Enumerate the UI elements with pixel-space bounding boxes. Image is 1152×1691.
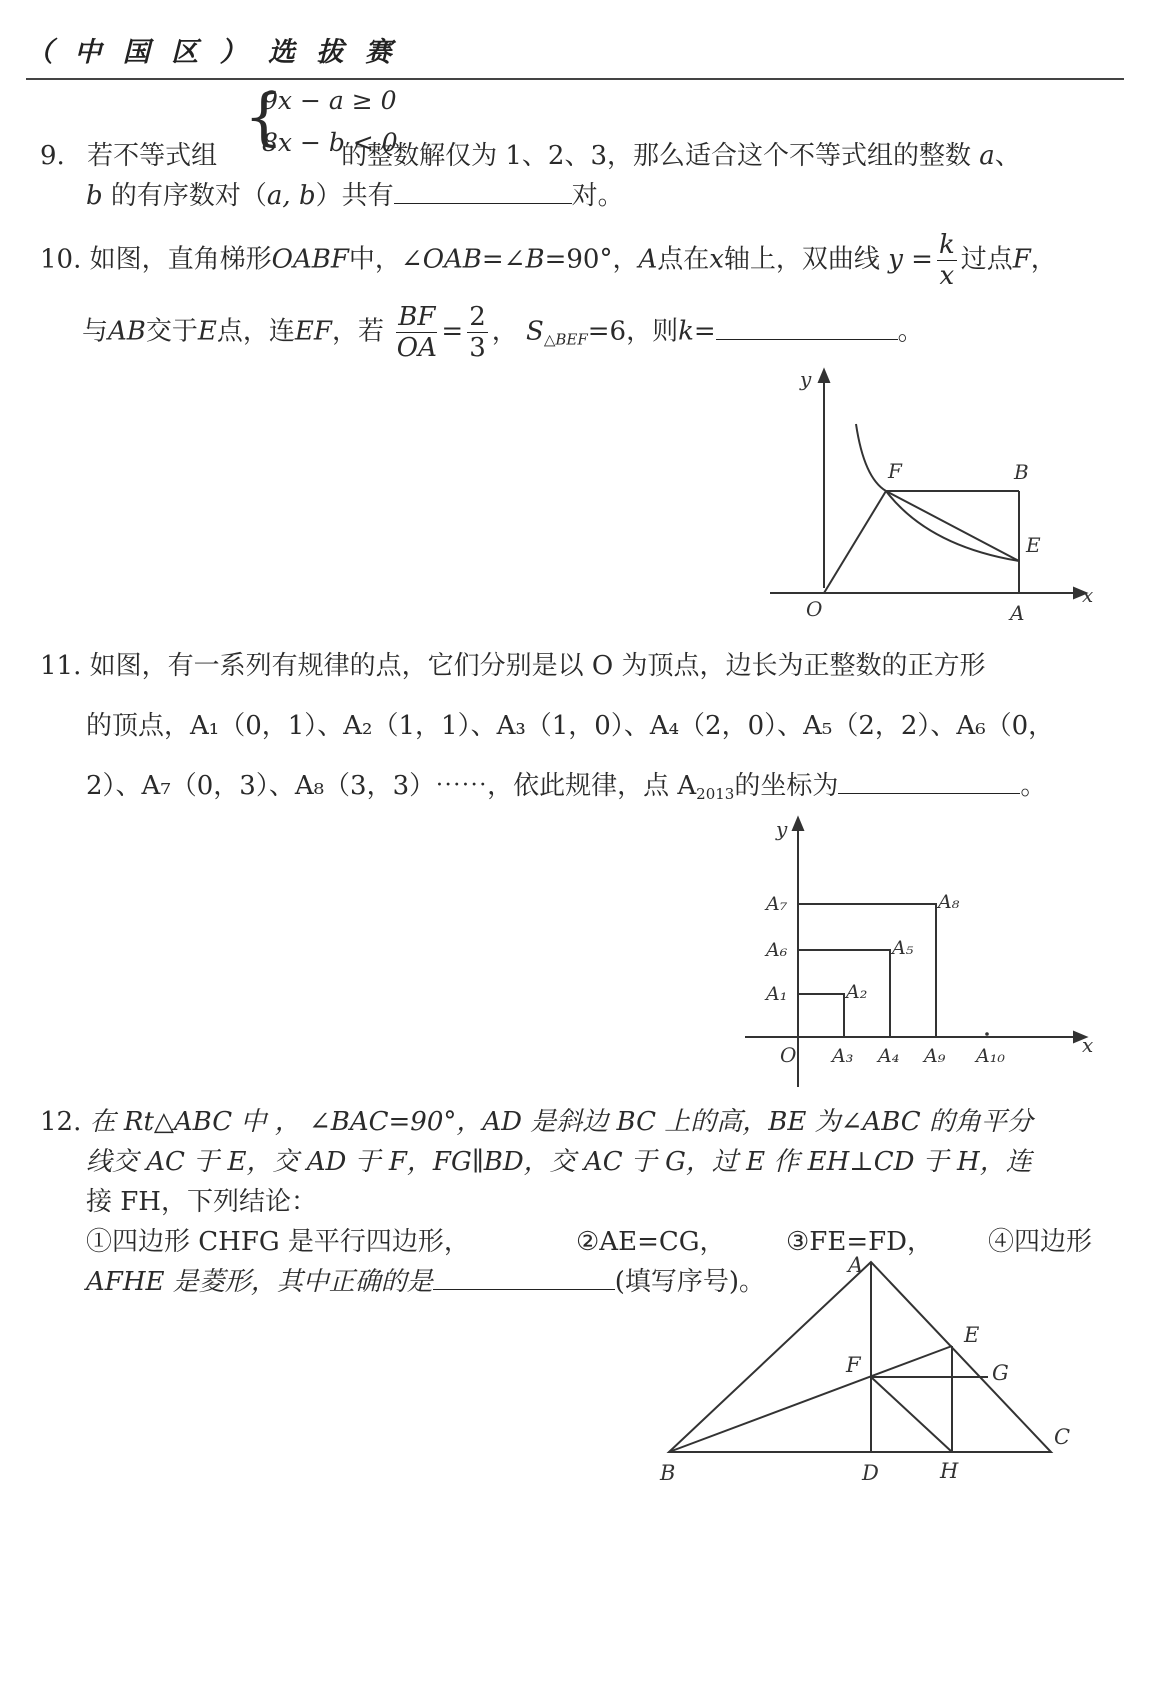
choice-4: ④四边形 — [988, 1227, 1093, 1257]
question-12-line-5: AFHE 是菱形，其中正确的是 (填写序号)。 — [86, 1267, 766, 1297]
y-axis-arrow — [819, 370, 829, 382]
square-side-1 — [798, 994, 844, 1037]
hyperbola-curve — [856, 424, 1019, 561]
fraction-bf-over-oa: $\frac{BF}{OA}$ — [396, 302, 437, 363]
label-y: y — [776, 817, 788, 841]
label-G: G — [992, 1361, 1009, 1385]
point-A10 — [985, 1032, 989, 1036]
question-9-line-1: 9. 若不等式组 的整数解仅为 1、2、3，那么适合这个不等式组的整数 a、 — [40, 141, 1021, 171]
label-A5: A₅ — [892, 937, 914, 959]
square-side-3 — [798, 904, 936, 1037]
label-A1: A₁ — [766, 983, 788, 1005]
label-H: H — [940, 1459, 959, 1483]
figure-10 — [760, 366, 1100, 636]
segment-OF — [824, 491, 886, 593]
label-A7: A₇ — [766, 893, 788, 915]
page-header: （ 中 国 区 ） 选 拔 赛 — [26, 37, 398, 68]
question-number: 12. — [40, 1107, 82, 1137]
question-11-line-2: 的顶点，A₁（0，1）、A₂（1，1）、A₃（1，0）、A₄（2，0）、A₅（2，2）、A₆（0， — [86, 711, 1055, 741]
question-9-line-2: b 的有序数对（a, b）共有 对。 — [86, 181, 624, 211]
label-A: A — [848, 1256, 864, 1277]
answer-blank-12[interactable] — [433, 1267, 615, 1290]
answer-blank-11[interactable] — [838, 771, 1020, 794]
choice-3: ③FE=FD， — [786, 1227, 933, 1257]
question-12-line-3: 接 FH，下列结论： — [86, 1187, 317, 1217]
label-B: B — [1014, 460, 1029, 484]
label-A10: A₁₀ — [976, 1045, 1005, 1067]
label-A4: A₄ — [878, 1045, 900, 1067]
segment-FH — [871, 1377, 952, 1452]
answer-blank-10[interactable] — [716, 317, 898, 340]
label-A: A — [1010, 601, 1025, 625]
question-11-line-3: 2）、A₇（0，3）、A₈（3，3）⋯⋯，依此规律，点 $A_{2013}$的坐标为 。 — [86, 771, 1047, 803]
label-A2: A₂ — [846, 981, 868, 1003]
label-x: x — [1082, 1033, 1094, 1057]
label-A8: A₈ — [938, 891, 960, 913]
label-F: F — [846, 1353, 861, 1377]
label-A3: A₃ — [832, 1045, 854, 1067]
header-rule — [26, 78, 1124, 80]
system-brace: { — [244, 80, 284, 153]
question-12-line-1: 12. 在 Rt△ABC 中 ， ∠BAC=90°，AD 是斜边 BC 上的高，BE 为∠ABC 的角平分 — [40, 1107, 1033, 1137]
label-E: E — [1026, 533, 1041, 557]
figure-11 — [740, 812, 1110, 1094]
question-number: 10. — [40, 244, 82, 275]
label-B: B — [660, 1461, 676, 1485]
y-axis-arrow — [793, 818, 803, 830]
system-line-1: 9x − a ≥ 0 — [262, 86, 397, 115]
question-10-line-2: 与AB交于E点，连EF，若 $\frac{BF}{OA}$ = $\frac{2}{3}$ ， $S_{\triangle BEF}=6$，则k= 。 — [82, 302, 924, 363]
question-12-line-2: 线交 AC 于 E，交 AD 于 F，FG∥BD，交 AC 于 G，过 E 作 EH⊥CD 于 H，连 — [86, 1147, 1032, 1177]
question-number: 9. — [40, 141, 65, 171]
label-O: O — [780, 1043, 797, 1067]
choice-2: ②AE=CG， — [576, 1227, 726, 1257]
bisector-BE — [669, 1346, 952, 1452]
system-line-2: 8x − b < 0 — [262, 128, 398, 157]
label-C: C — [1054, 1425, 1071, 1449]
label-y: y — [800, 367, 812, 391]
figure-12 — [650, 1256, 1110, 1496]
choice-1: ①四边形 CHFG 是平行四边形， — [86, 1227, 470, 1257]
segment-FE — [886, 491, 1019, 561]
question-11-line-1: 11. 如图，有一系列有规律的点，它们分别是以 O 为顶点，边长为正整数的正方形 — [40, 651, 986, 681]
label-x: x — [1082, 583, 1094, 607]
label-A9: A₉ — [924, 1045, 946, 1067]
label-O: O — [806, 597, 823, 621]
label-F: F — [888, 459, 902, 483]
fraction-k-over-x: $\frac{k}{x}$ — [938, 230, 955, 291]
question-10-line-1: 10. 如图，直角梯形OABF中，∠OAB=∠B=90°，A点在x轴上，双曲线 y = $\frac{k}{x}$ 过点F， — [40, 230, 1057, 291]
answer-blank-9[interactable] — [394, 181, 572, 204]
label-D: D — [862, 1461, 879, 1485]
label-E: E — [964, 1323, 980, 1347]
label-A6: A₆ — [766, 939, 788, 961]
question-number: 11. — [40, 651, 82, 681]
fraction-two-thirds: $\frac{2}{3}$ — [469, 302, 486, 363]
